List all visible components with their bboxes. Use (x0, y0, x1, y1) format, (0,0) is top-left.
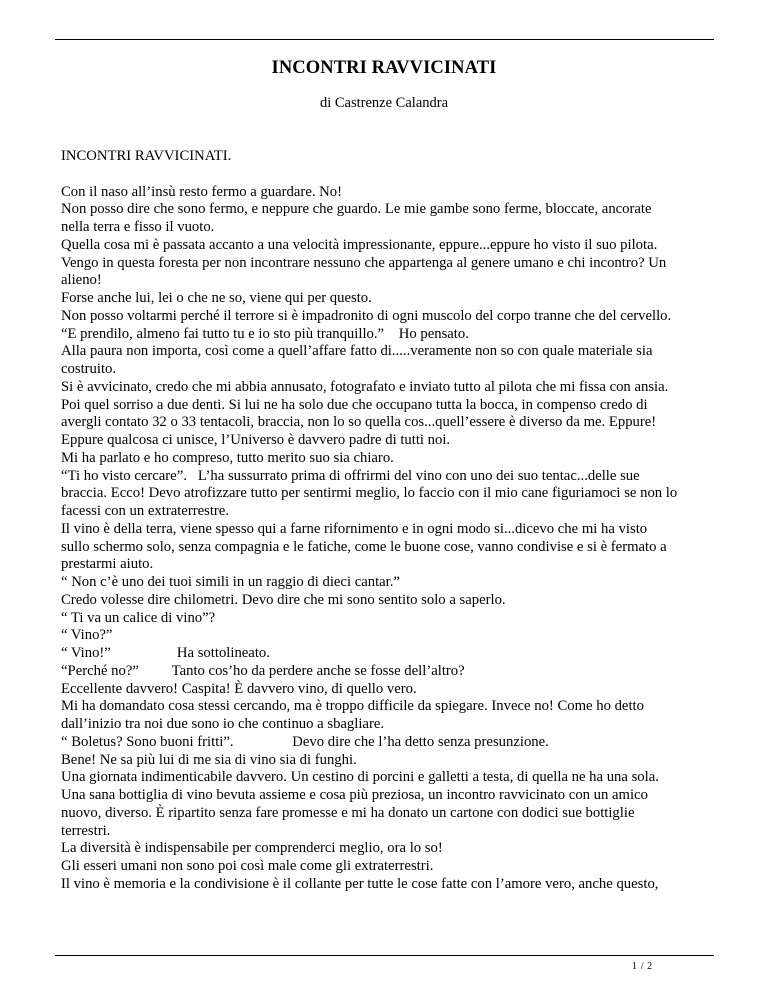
footer-rule (55, 955, 714, 956)
body-line: Una giornata indimenticabile davvero. Un cestino di porcini e galletti a testa, di quella ne ha una sola. (61, 769, 659, 786)
body-line: “Perché no?” Tanto cos’ho da perdere anche se fosse dell’altro? (61, 662, 465, 679)
document-title: INCONTRI RAVVICINATI (271, 58, 497, 78)
body-line: “E prendilo, almeno fai tutto tu e io sto più tranquillo.” Ho pensato. (61, 325, 469, 342)
body-line: Il vino è della terra, viene spesso qui a farne rifornimento e in ogni modo si...dicevo che mi ha visto (61, 520, 648, 537)
body-line: Con il naso all’insù resto fermo a guardare. No! (61, 183, 343, 200)
body-line: Mi ha domandato cosa stessi cercando, ma è troppo difficile da spiegare. Invece no! Come ho detto (61, 698, 644, 715)
body-line: Si è avvicinato, credo che mi abbia annusato, fotografato e inviato tutto al pilota che mi fissa con ansia. (61, 378, 669, 395)
page-number: 1 / 2 (632, 961, 653, 972)
body-line: alieno! (61, 272, 102, 289)
body-line: sullo schermo solo, senza compagnia e le fatiche, come le buone cose, vanno condivise e si è fermato a (61, 538, 667, 555)
author-byline: di Castrenze Calandra (319, 95, 449, 111)
body-line: braccia. Ecco! Devo atrofizzare tutto per sentirmi meglio, lo faccio con il mio cane figuriamoci se non lo (61, 485, 678, 502)
body-line: Poi quel sorriso a due denti. Si lui ne ha solo due che occupano tutta la bocca, in compenso credo di (61, 396, 648, 413)
body-line: Vengo in questa foresta per non incontrare nessuno che appartenga al genere umano e chi incontro? Un (61, 254, 667, 271)
body-line: “ Ti va un calice di vino”? (61, 609, 216, 626)
body-line: Alla paura non importa, così come a quell’affare fatto di.....veramente non so con quale materiale sia (61, 343, 653, 360)
body-line: Eccellente davvero! Caspita! È davvero vino, di quello vero. (61, 680, 417, 697)
body-line: Gli esseri umani non sono poi così male come gli extraterrestri. (61, 858, 434, 874)
body-line: Bene! Ne sa più lui di me sia di vino sia di funghi. (61, 751, 357, 768)
body-line: Credo volesse dire chilometri. Devo dire che mi sono sentito solo a saperlo. (61, 591, 506, 608)
body-line: Eppure qualcosa ci unisce, l’Universo è davvero padre di tutti noi. (61, 432, 451, 448)
body-line: terrestri. (61, 822, 111, 839)
body-line: Non posso voltarmi perché il terrore si è impadronito di ogni muscolo del corpo tranne che del cervello. (61, 307, 672, 324)
body-line: “Ti ho visto cercare”. L’ha sussurrato prima di offrirmi del vino con uno dei suo tentac...delle sue (61, 467, 640, 484)
body-line: “ Vino?” (61, 627, 113, 644)
story-heading: INCONTRI RAVVICINATI. (61, 148, 232, 164)
body-line: facessi con un extraterrestre. (61, 503, 230, 519)
body-line: avergli contato 32 o 33 tentacoli, braccia, non lo so quella cos...quell’essere è diverso da me. Eppure! (61, 414, 657, 431)
body-line: Mi ha parlato e ho compreso, tutto merito suo sia chiaro. (61, 449, 394, 466)
body-line: Non posso dire che sono fermo, e neppure che guardo. Le mie gambe sono ferme, bloccate, ancorate (61, 201, 652, 218)
body-line: nella terra e fisso il vuoto. (61, 219, 215, 235)
body-line: La diversità è indispensabile per comprenderci meglio, ora lo so! (61, 840, 443, 857)
body-line: Una sana bottiglia di vino bevuta assieme e cosa più preziosa, un incontro ravvicinato con un amico (61, 787, 648, 803)
body-line: costruito. (61, 361, 117, 377)
body-line: Forse anche lui, lei o che ne so, viene qui per questo. (61, 290, 372, 306)
body-line: dall’inizio tra noi due sono io che continuo a sbagliare. (61, 716, 385, 732)
body-line: Quella cosa mi è passata accanto a una velocità impressionante, eppure...eppure ho visto il suo pilota. (61, 236, 658, 253)
body-line: Il vino è memoria e la condivisione è il collante per tutte le cose fatte con l’amore vero, anche questo, (61, 875, 659, 892)
body-line: “ Boletus? Sono buoni fritti”. Devo dire che l’ha detto senza presunzione. (61, 733, 549, 750)
body-line: prestarmi aiuto. (61, 556, 154, 573)
body-line: “ Non c’è uno dei tuoi simili in un raggio di dieci cantar.” (61, 574, 400, 590)
document-body (61, 148, 721, 894)
header-rule (55, 39, 714, 40)
body-line: nuovo, diverso. È ripartito senza fare promesse e mi ha donato un cartone con dodici sue bottiglie (61, 804, 635, 821)
body-line: “ Vino!” Ha sottolineato. (61, 645, 270, 661)
